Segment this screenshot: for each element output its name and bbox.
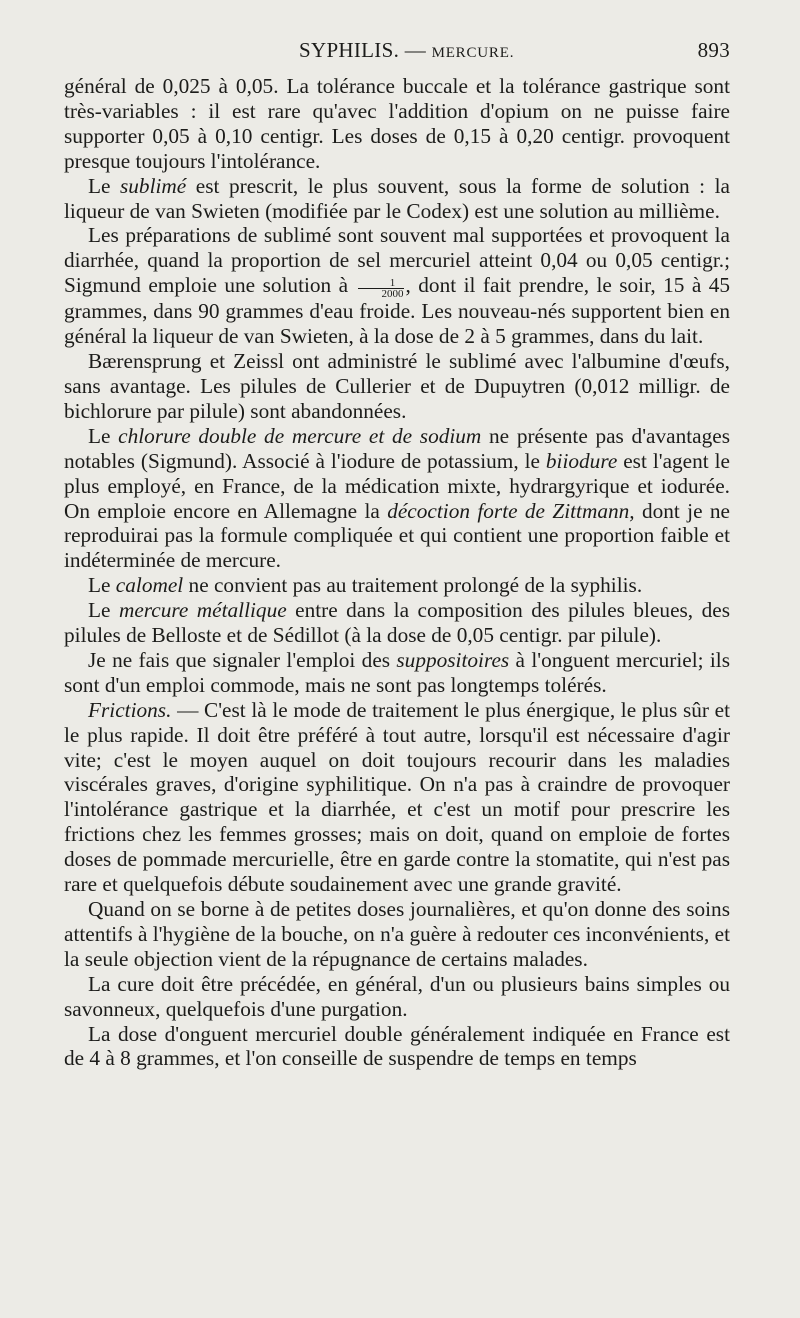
p2-text-a: Le <box>88 173 120 198</box>
title-section: MERCURE. <box>431 45 515 61</box>
running-header <box>64 38 730 72</box>
p6-emphasis: calomel <box>115 573 184 598</box>
paragraph-2 <box>64 174 730 224</box>
p8-emphasis: suppositoires <box>396 647 510 672</box>
fraction <box>358 278 404 299</box>
fraction-denominator: 2000 <box>381 288 404 301</box>
p9-text: — C'est là le mode de traitement le plus énergique, le plus sûr et le plus rapide. Il doit être préféré à tout autre, lorsqu'il est nécessaire d'agir vite; c'est le moyen auquel on doit toujours recourir dans les maladies viscérales graves, d'origine syphilitique. On n'a pas à craindre de provoquer l'intolérance gastrique et la diarrhée, et c'est un motif pour prescrire les frictions chez les femmes grosses; mais on doit, quand on emploie de fortes doses de pommade mercurielle, être en garde contre la stomatite, qui n'est pas rare et quelquefois débute soudainement avec une grande gravité. <box>64 697 730 897</box>
paragraph-12: La dose d'onguent mercuriel double généralement indiquée en France est de 4 à 8 grammes, et l'on conseille de suspendre de temps en temps <box>64 1021 730 1071</box>
title-main: SYPHILIS. <box>299 38 400 62</box>
title-dash: — <box>404 38 427 62</box>
fraction-numerator: 1 <box>358 278 404 289</box>
body-text <box>64 74 730 1071</box>
p3-text-b: , dont il fait prendre, le soir, 15 à 45 grammes, dans 90 grammes d'eau froide. Les nouveau-nés supportent bien en général la liqueur de van Swieten, à la dose de 2 à 5 grammes, dans du lait. <box>64 273 731 349</box>
running-title <box>299 38 514 63</box>
page-number: 893 <box>697 38 730 62</box>
section-heading-frictions: Frictions. <box>88 697 172 722</box>
p3-text-a: Les préparations de sublimé sont souvent mal supportées et provoquent la diarrhée, quand la proportion de sel mercuriel atteint 0,04 ou 0,05 centigr.; Sigmund emploie une solution à <box>64 223 730 298</box>
p5-emphasis-3: décoction forte de Zittmann, <box>387 498 635 523</box>
p8-text-b: à l'onguent mercuriel; ils sont d'un emploi commode, mais ne sont pas longtemps tolérés. <box>64 647 730 697</box>
p7-text-b: entre dans la composition des pilules bleues, des pilules de Belloste et de Sédillot (à la dose de 0,05 centigr. par pilule). <box>64 598 730 648</box>
p7-text-a: Le <box>88 598 119 623</box>
p5-text-c: est l'agent le plus employé, en France, de la médication mixte, hydrargyrique et iodurée. On emploie encore en Allemagne la <box>64 448 730 523</box>
p6-text-b: ne convient pas au traitement prolongé de la syphilis. <box>183 573 643 598</box>
p5-emphasis-1: chlorure double de mercure et de sodium <box>118 423 482 448</box>
p5-text-b: ne présente pas d'avantages notables (Sigmund). Associé à l'iodure de potassium, le <box>64 423 730 473</box>
paragraph-8 <box>64 648 730 698</box>
p2-emphasis: sublimé <box>120 173 187 198</box>
paragraph-1: général de 0,025 à 0,05. La tolérance buccale et la tolérance gastrique sont très-variables : il est rare qu'avec l'addition d'opium on ne puisse faire supporter 0,05 à 0,10 centigr. Les doses de 0,15 à 0,20 centigr. provoquent presque toujours l'intolérance. <box>64 74 730 173</box>
paragraph-10: Quand on se borne à de petites doses journalières, et qu'on donne des soins attentifs à l'hygiène de la bouche, on n'a guère à redouter ces inconvénients, et la seule objection vient de la répugnance de certains malades. <box>64 897 730 971</box>
p6-text-a: Le <box>88 573 116 598</box>
paragraph-7 <box>64 598 730 648</box>
p8-text-a: Je ne fais que signaler l'emploi des <box>88 647 397 672</box>
p5-text-d: dont je ne reproduirai pas la formule compliquée et qui contient une proportion faible et indéterminée de mercure. <box>64 498 730 573</box>
paragraph-3 <box>64 223 730 349</box>
p7-emphasis: mercure métallique <box>118 598 287 623</box>
p5-text-a: Le <box>88 423 119 448</box>
paragraph-5 <box>64 424 730 573</box>
paragraph-4: Bærensprung et Zeissl ont administré le sublimé avec l'albumine d'œufs, sans avantage. Les pilules de Cullerier et de Dupuytren (0,012 milligr. de bichlorure par pilule) sont abandonnées. <box>64 349 730 423</box>
paragraph-11: La cure doit être précédée, en général, d'un ou plusieurs bains simples ou savonneux, quelquefois d'une purgation. <box>64 971 730 1021</box>
paragraph-9 <box>64 698 730 897</box>
paragraph-6 <box>64 573 730 598</box>
p2-text-b: est prescrit, le plus souvent, sous la forme de solution : la liqueur de van Swieten (modifiée par le Codex) est une solution au millième. <box>64 173 730 223</box>
p5-emphasis-2: biiodure <box>545 448 618 473</box>
